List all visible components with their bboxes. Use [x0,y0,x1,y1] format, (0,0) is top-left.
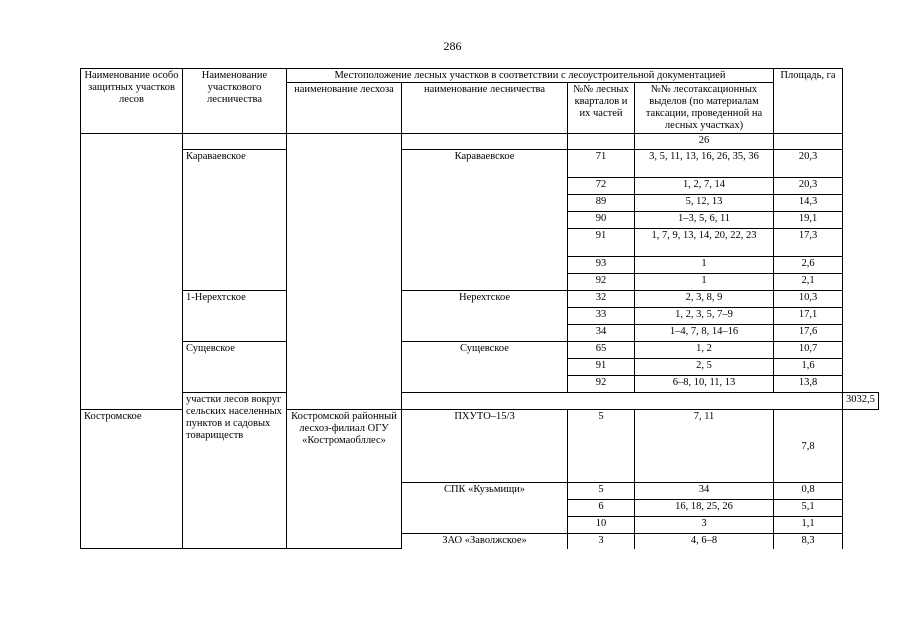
leskhoz-cell-empty [287,134,402,410]
forestry-karavaevskoe: Караваевское [402,150,568,291]
district-sushchevskoe: Сущевское [183,342,287,393]
forestry-zao-zavolzhskoe: ЗАО «Заволжское» [402,534,568,549]
forest-plots-table [80,68,879,549]
header-quarters: №№ лесных кварталов и их частей [568,83,635,134]
quarter-cell: 90 [568,212,635,229]
plots-cell: 1, 2, 3, 5, 7–9 [635,308,774,325]
table-row [81,150,879,178]
page-number: 286 [443,39,462,53]
area-cell: 20,3 [774,150,843,178]
quarter-cell: 6 [568,500,635,517]
table-row [81,134,879,150]
header-area: Площадь, га [774,69,843,134]
quarter-cell: 5 [568,483,635,500]
forestry-nerekhtskoe: Нерехтское [402,291,568,342]
plots-cell: 2, 5 [635,359,774,376]
quarter-cell: 71 [568,150,635,178]
category-settlements: участки лесов вокруг сельских населенных пунктов и садовых товариществ [183,393,287,549]
area-cell-empty [774,134,843,150]
header-plots: №№ лесотаксационных выделов (по материалам таксации, проведенной на лесных участках) [635,83,774,134]
quarter-cell: 5 [568,410,635,483]
plots-cell: 26 [635,134,774,150]
quarter-cell: 91 [568,359,635,376]
area-cell: 13,8 [774,376,843,393]
area-cell: 17,6 [774,325,843,342]
quarter-cell: 10 [568,517,635,534]
plots-cell: 4, 6–8 [635,534,774,549]
plots-cell: 34 [635,483,774,500]
forestry-sushchevskoe: Сущевское [402,342,568,393]
table-row [81,393,879,410]
header-district-forestry: Наименование участкового лесничества [183,69,287,134]
area-cell: 5,1 [774,500,843,517]
table-row [81,291,879,308]
quarter-cell: 3 [568,534,635,549]
quarter-cell: 32 [568,291,635,308]
plots-cell: 1–3, 5, 6, 11 [635,212,774,229]
area-cell-total: 3032,5 [843,393,879,410]
area-cell: 10,7 [774,342,843,359]
plots-cell: 7, 11 [635,410,774,483]
plots-cell: 1, 7, 9, 13, 14, 20, 22, 23 [635,229,774,257]
quarter-cell: 33 [568,308,635,325]
plots-cell: 1, 2 [635,342,774,359]
area-cell: 19,1 [774,212,843,229]
quarter-cell-empty [568,134,635,150]
area-cell: 8,3 [774,534,843,549]
protected-area-cell-empty [81,134,183,410]
plots-cell: 3, 5, 11, 13, 16, 26, 35, 36 [635,150,774,178]
header-row [81,69,879,83]
plots-cell: 1, 2, 7, 14 [635,178,774,195]
area-cell: 7,8 [774,410,843,483]
quarter-cell: 91 [568,229,635,257]
area-cell: 17,3 [774,229,843,257]
district-cell-empty [183,134,287,150]
plots-cell: 2, 3, 8, 9 [635,291,774,308]
quarter-cell: 72 [568,178,635,195]
plots-cell: 1–4, 7, 8, 14–16 [635,325,774,342]
plots-cell: 16, 18, 25, 26 [635,500,774,517]
area-cell: 1,6 [774,359,843,376]
category-total-spacer [402,393,843,410]
quarter-cell: 65 [568,342,635,359]
plots-cell: 6–8, 10, 11, 13 [635,376,774,393]
header-leskhoz: наименование лесхоза [287,83,402,134]
plots-cell: 1 [635,274,774,291]
area-cell: 1,1 [774,517,843,534]
plots-cell: 1 [635,257,774,274]
area-cell: 2,6 [774,257,843,274]
district-kostromskoe: Костромское [81,410,183,549]
forestry-spk-kuzmishchi: СПК «Кузьмищи» [402,483,568,534]
area-cell: 14,3 [774,195,843,212]
header-forestry: наименование лесничества [402,83,568,134]
quarter-cell: 89 [568,195,635,212]
area-cell: 20,3 [774,178,843,195]
table-row [81,342,879,359]
district-nerekhtskoe: 1-Нерехтское [183,291,287,342]
quarter-cell: 34 [568,325,635,342]
leskhoz-kostromskoy: Костромской районный лесхоз-филиал ОГУ «Костромаобллес» [287,410,402,549]
quarter-cell: 92 [568,274,635,291]
area-cell: 0,8 [774,483,843,500]
area-cell: 10,3 [774,291,843,308]
forestry-pkhuto: ПХУТО–15/3 [402,410,568,483]
header-protected-areas: Наименование особо защитных участков лесов [81,69,183,134]
area-cell: 2,1 [774,274,843,291]
plots-cell: 5, 12, 13 [635,195,774,212]
district-karavaevskoe: Караваевское [183,150,287,291]
area-cell: 17,1 [774,308,843,325]
quarter-cell: 92 [568,376,635,393]
plots-cell: 3 [635,517,774,534]
header-location-group: Местоположение лесных участков в соответствии с лесоустроительной документацией [287,69,774,83]
quarter-cell: 93 [568,257,635,274]
forestry-cell-empty [402,134,568,150]
